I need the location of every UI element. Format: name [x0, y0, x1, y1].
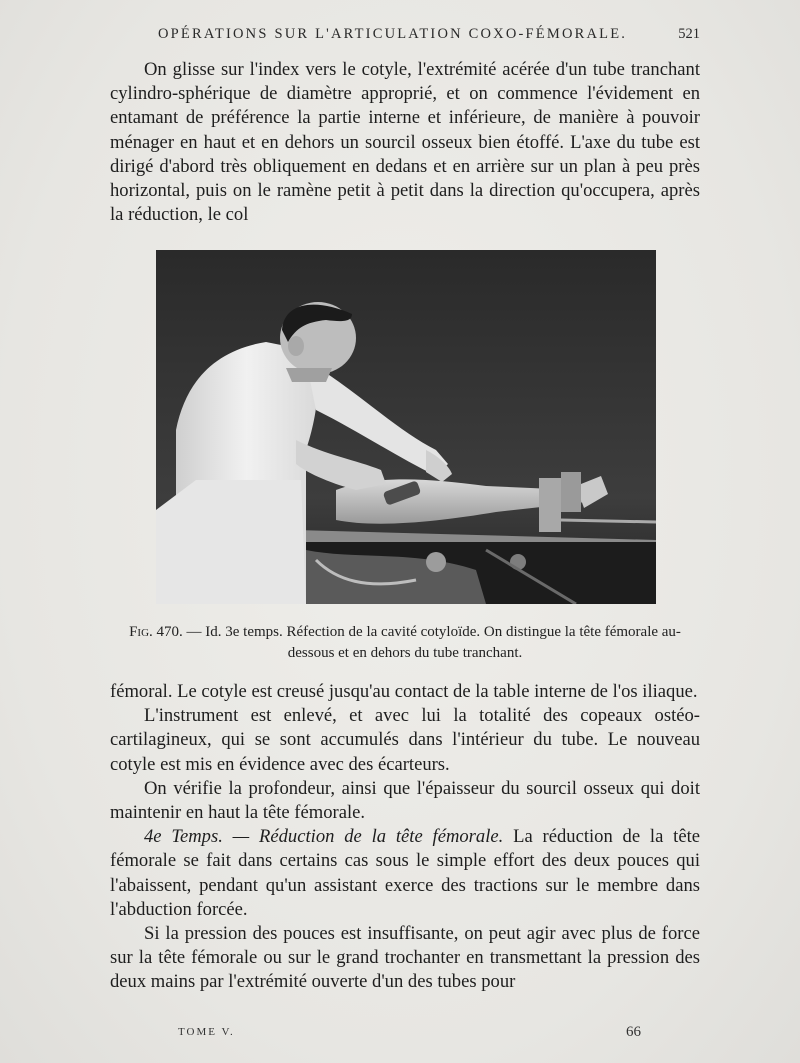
bottom-text-block	[110, 680, 700, 995]
signature-mark: 66	[626, 1024, 641, 1040]
figure-label: Fig. 470.	[129, 624, 183, 640]
paragraph-body: La réduction de la tête fémorale se fait dans certains cas sous le simple effort des deux pouces qui l'abaissent, pendant qu'un assistant exerce des tractions sur le membre dans l'abduction forcée.	[110, 826, 700, 920]
figure-caption	[120, 622, 690, 664]
top-text-block	[110, 58, 700, 227]
section-heading: 4e Temps. — Réduction de la tête fémorale.	[144, 826, 504, 848]
caption-text: — Id. 3e temps. Réfection de la cavité cotyloïde. On distingue la tête fémorale au-dessous et en dehors du tube tranchant.	[182, 624, 681, 661]
photograph-surgeon-operating-icon	[156, 250, 656, 604]
paragraph: Si la pression des pouces est insuffisante, on peut agir avec plus de force sur la tête fémorale ou sur le grand trochanter en transmettant la pression des deux mains par l'extrémité ouverte d'un des tubes pour	[110, 923, 700, 993]
running-head	[110, 26, 700, 46]
page-number: 521	[678, 26, 700, 42]
volume-label: TOME V.	[178, 1026, 235, 1038]
running-title: OPÉRATIONS SUR L'ARTICULATION COXO-FÉMORALE.	[158, 26, 628, 42]
paragraph	[110, 825, 700, 922]
page-footer	[110, 1024, 700, 1044]
figure-photograph	[156, 250, 656, 604]
paragraph: fémoral. Le cotyle est creusé jusqu'au contact de la table interne de l'os iliaque.	[110, 681, 698, 702]
paragraph: On glisse sur l'index vers le cotyle, l'extrémité acérée d'un tube tranchant cylindro-sphérique de diamètre approprié, et on commence l'évidement en entamant de préférence la partie interne et inférieure, de manière à pouvoir ménager en haut et en dehors un sourcil osseux bien étoffé. L'axe du tube est dirigé d'abord très obliquement en dedans et en arrière sur un plan à peu près horizontal, puis on le ramène petit à petit dans la direction qu'occupera, après la réduction, le col	[110, 59, 700, 226]
paragraph: L'instrument est enlevé, et avec lui la totalité des copeaux ostéo-cartilagineux, qui se sont accumulés dans l'intérieur du tube. Le nouveau cotyle est mis en évidence avec des écarteurs.	[110, 705, 700, 775]
paragraph: On vérifie la profondeur, ainsi que l'épaisseur du sourcil osseux qui doit maintenir en haut la tête fémorale.	[110, 777, 700, 824]
